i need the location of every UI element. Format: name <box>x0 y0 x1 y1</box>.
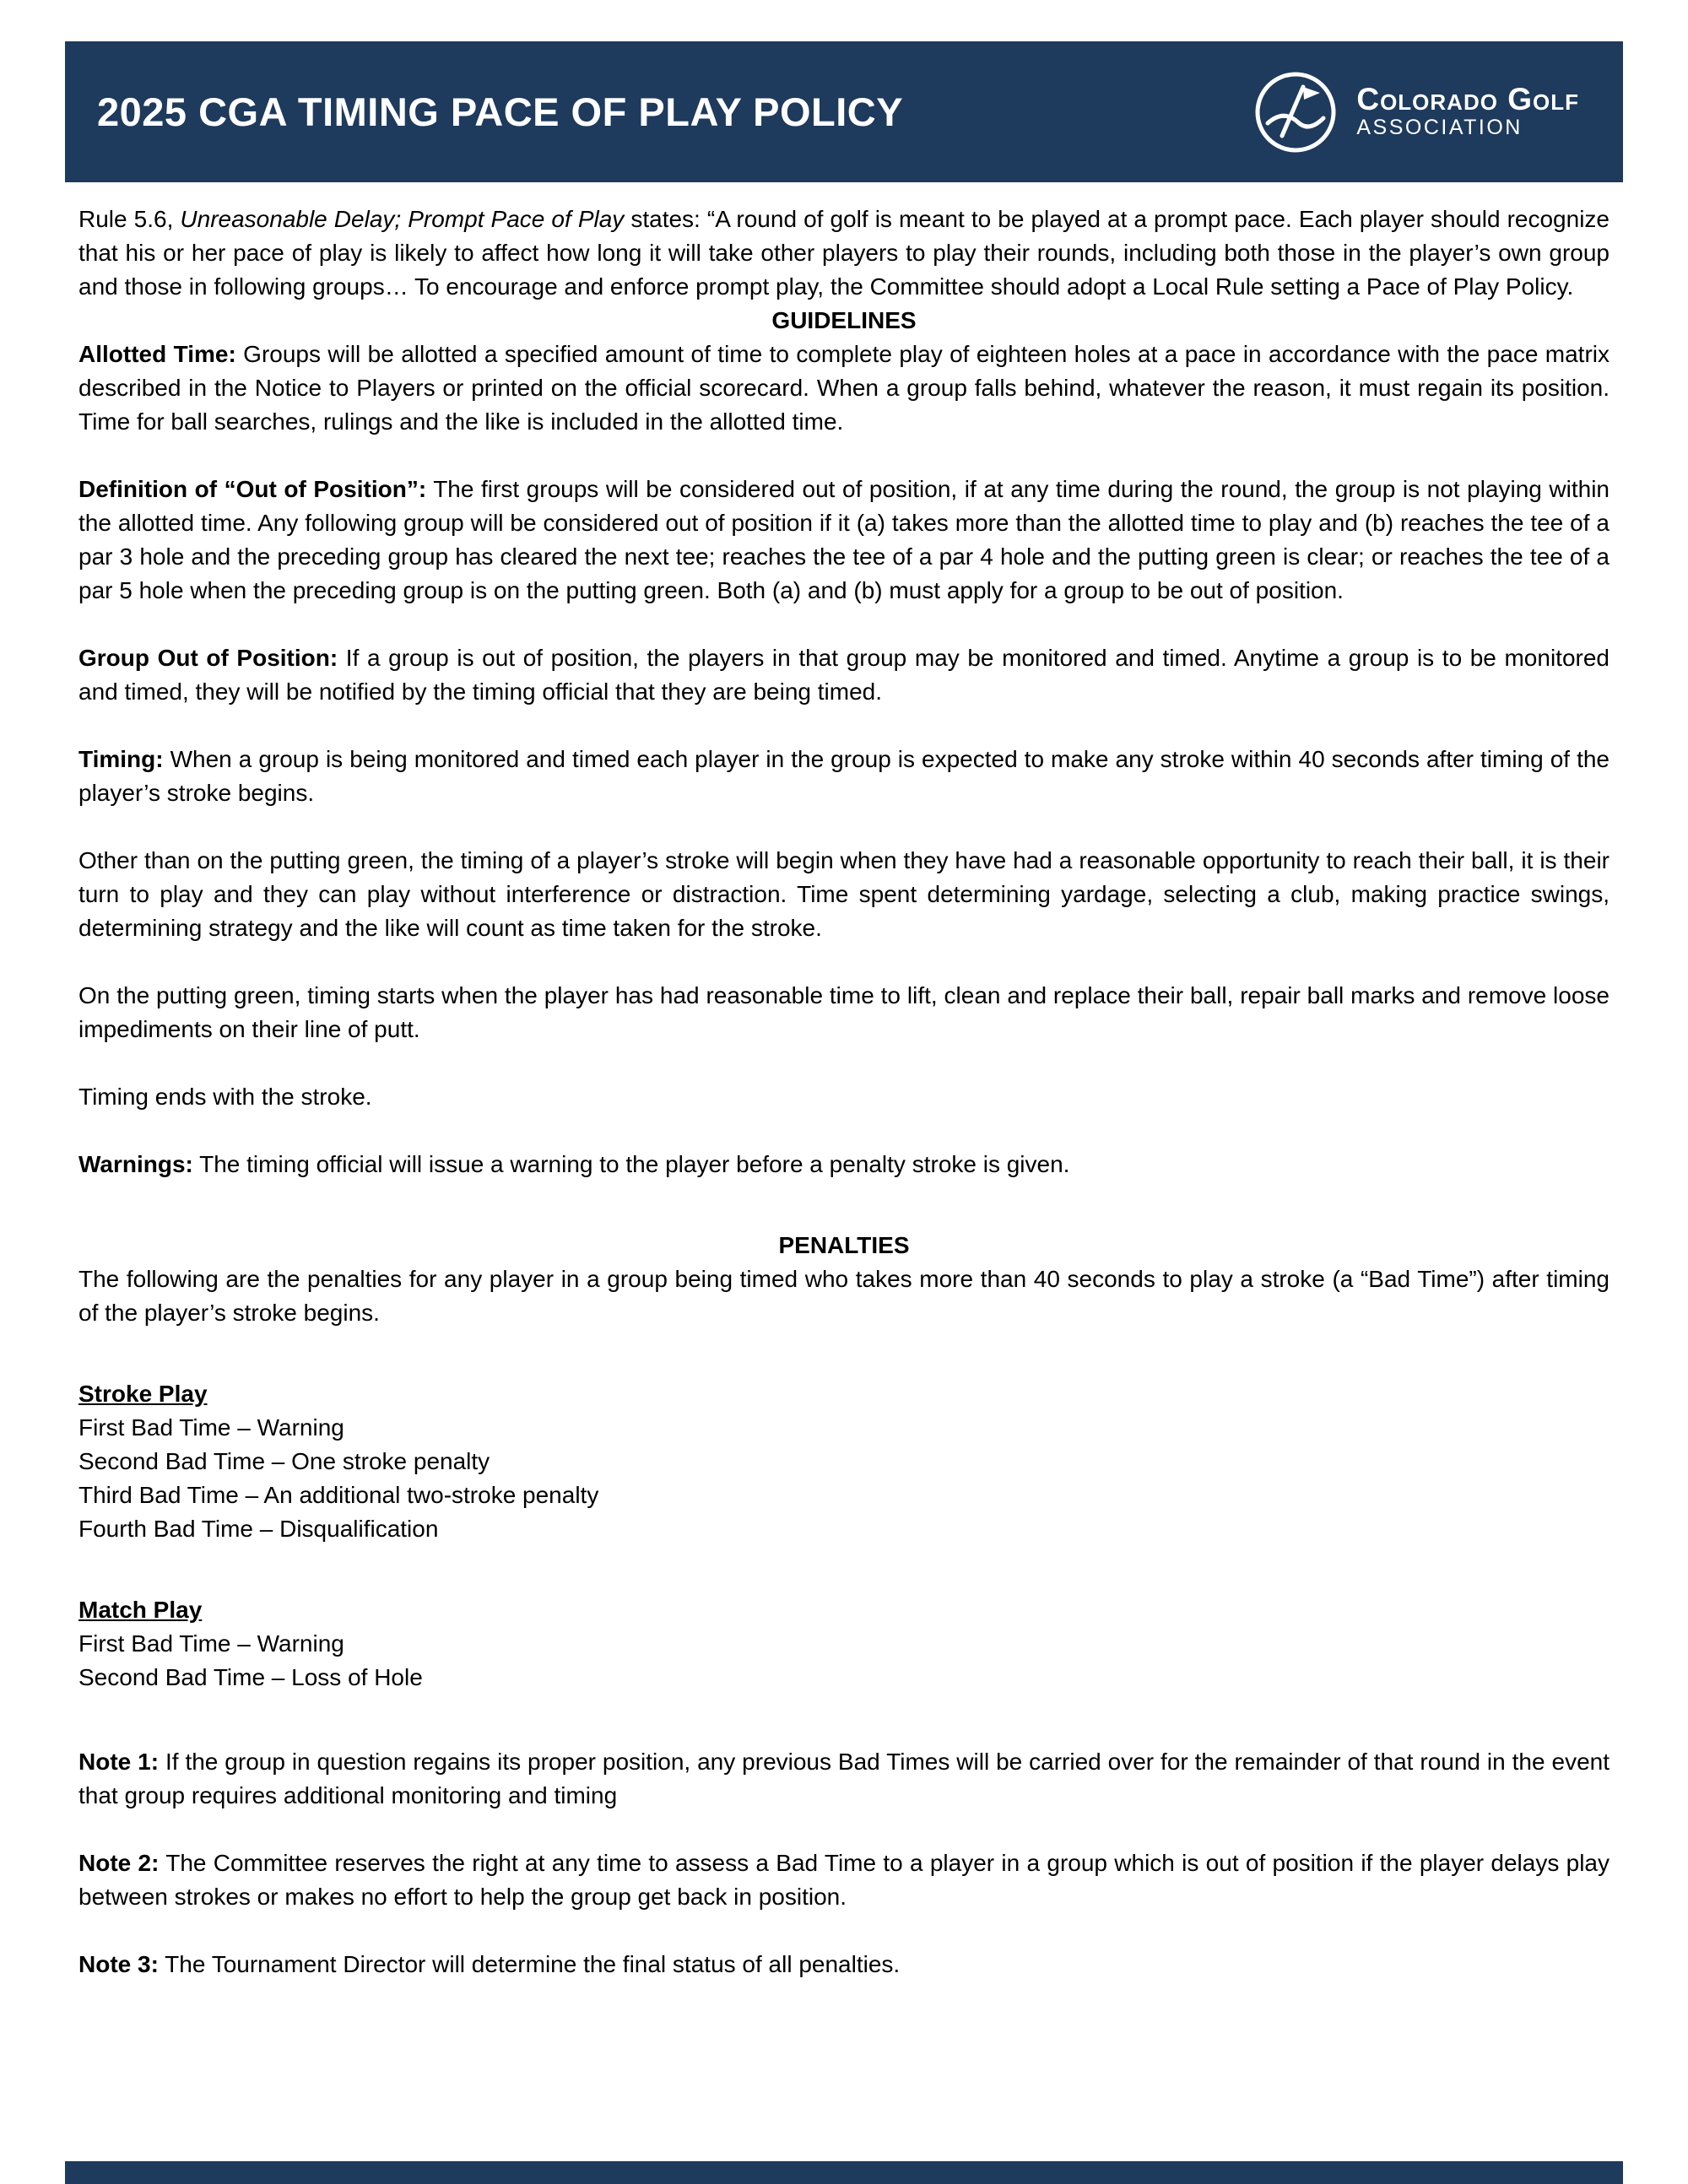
allotted-time-lead: Allotted Time: <box>78 341 236 367</box>
out-of-position-definition-text: The first groups will be considered out of position, if at any time during the round, the group is not playing within the allotted time. Any following group will be considered out of position if it (a) takes more than the allotted time to play and (b) reaches the tee of a par 3 hole and the preceding group has cleared the next tee; reaches the tee of a par 4 hole and the putting green is clear; or reaches the tee of a par 5 hole when the preceding group is on the putting green. Both (a) and (b) must apply for a group to be out of position. <box>78 476 1610 603</box>
header-bar <box>65 41 1623 182</box>
note-1-paragraph <box>78 1745 1610 1813</box>
timing-putting-green-paragraph: On the putting green, timing starts when the player has had reasonable time to lift, clean and replace their ball, repair ball marks and remove loose impediments on their line of putt. <box>78 982 1610 1042</box>
document-body <box>78 203 1610 1981</box>
group-out-of-position-lead: Group Out of Position: <box>78 645 338 671</box>
page-title: 2025 CGA TIMING PACE OF PLAY POLICY <box>97 89 904 134</box>
warnings-lead: Warnings: <box>78 1151 193 1177</box>
out-of-position-definition-paragraph <box>78 473 1610 608</box>
note-3-paragraph <box>78 1948 1610 1981</box>
match-play-heading: Match Play <box>78 1597 203 1623</box>
cga-logo <box>1252 68 1579 156</box>
warnings-paragraph <box>78 1148 1610 1181</box>
timing-paragraph <box>78 743 1610 810</box>
stroke-play-item: Second Bad Time – One stroke penalty <box>78 1448 490 1474</box>
stroke-play-section <box>78 1377 1610 1546</box>
stroke-play-item: Fourth Bad Time – Disqualification <box>78 1516 439 1542</box>
penalties-intro-paragraph: The following are the penalties for any player in a group being timed who takes more than 40 seconds to play a stroke (a “Bad Time”) after timing of the player’s stroke begins. <box>78 1266 1610 1326</box>
timing-ends-paragraph: Timing ends with the stroke. <box>78 1084 372 1110</box>
timing-lead: Timing: <box>78 746 164 772</box>
note-3-lead: Note 3: <box>78 1951 159 1977</box>
timing-other-paragraph: Other than on the putting green, the timing of a player’s stroke will begin when they have had a reasonable opportunity to reach their ball, it is their turn to play and they can play without interference or distraction. Time spent determining yardage, selecting a club, making practice swings, determining strategy and the like will count as time taken for the stroke. <box>78 847 1610 941</box>
stroke-play-item: First Bad Time – Warning <box>78 1414 344 1441</box>
note-3-text: The Tournament Director will determine the final status of all penalties. <box>158 1951 901 1977</box>
stroke-play-item: Third Bad Time – An additional two-stroke penalty <box>78 1482 599 1508</box>
note-2-paragraph <box>78 1846 1610 1914</box>
out-of-position-definition-lead: Definition of “Out of Position”: <box>78 476 427 502</box>
warnings-text: The timing official will issue a warning to the player before a penalty stroke is given. <box>192 1151 1070 1177</box>
rule-title-italic: Unreasonable Delay; Prompt Pace of Play <box>180 206 625 232</box>
guidelines-heading: GUIDELINES <box>771 307 917 333</box>
rule-quote-text: states: “A round of golf is meant to be played at a prompt pace. Each player should recognize that his or her pace of play is likely to affect how long it will take other players to play their rounds, including both those in the player’s own group and those in following groups… To encourage and enforce prompt play, the Committee should adopt a Local Rule setting a Pace of Play Policy. <box>78 206 1610 300</box>
timing-text: When a group is being monitored and timed each player in the group is expected to make any stroke within 40 seconds after timing of the player’s stroke begins. <box>78 746 1610 806</box>
cga-logo-text <box>1356 84 1579 140</box>
match-play-section <box>78 1593 1610 1695</box>
rule-reference: Rule 5.6, <box>78 206 181 232</box>
note-2-lead: Note 2: <box>78 1850 160 1876</box>
note-1-lead: Note 1: <box>78 1749 160 1775</box>
note-2-text: The Committee reserves the right at any time to assess a Bad Time to a player in a group which is out of position if the player delays play between strokes or makes no effort to help the group get back in position. <box>78 1850 1610 1910</box>
group-out-of-position-text: If a group is out of position, the players in that group may be monitored and timed. Anytime a group is to be monitored and timed, they will be notified by the timing official that they are being timed. <box>78 645 1610 705</box>
group-out-of-position-paragraph <box>78 641 1610 709</box>
cga-mountain-flag-icon <box>1252 68 1339 156</box>
rule-quote-paragraph <box>78 203 1610 304</box>
logo-org-subtitle: ASSOCIATION <box>1356 116 1523 139</box>
match-play-item: First Bad Time – Warning <box>78 1630 344 1657</box>
allotted-time-paragraph <box>78 338 1610 439</box>
footer-accent-bar <box>65 2161 1623 2184</box>
stroke-play-heading: Stroke Play <box>78 1381 208 1407</box>
penalties-heading: PENALTIES <box>778 1232 910 1258</box>
logo-org-name: Colorado Golf <box>1356 82 1579 116</box>
note-1-text: If the group in question regains its proper position, any previous Bad Times will be carried over for the remainder of that round in the event that group requires additional monitoring and timing <box>78 1749 1610 1808</box>
allotted-time-text: Groups will be allotted a specified amount of time to complete play of eighteen holes at a pace in accordance with the pace matrix described in the Notice to Players or printed on the official scorecard. When a group falls behind, whatever the reason, it must regain its position. Time for ball searches, rulings and the like is included in the allotted time. <box>78 341 1610 435</box>
match-play-item: Second Bad Time – Loss of Hole <box>78 1664 423 1690</box>
